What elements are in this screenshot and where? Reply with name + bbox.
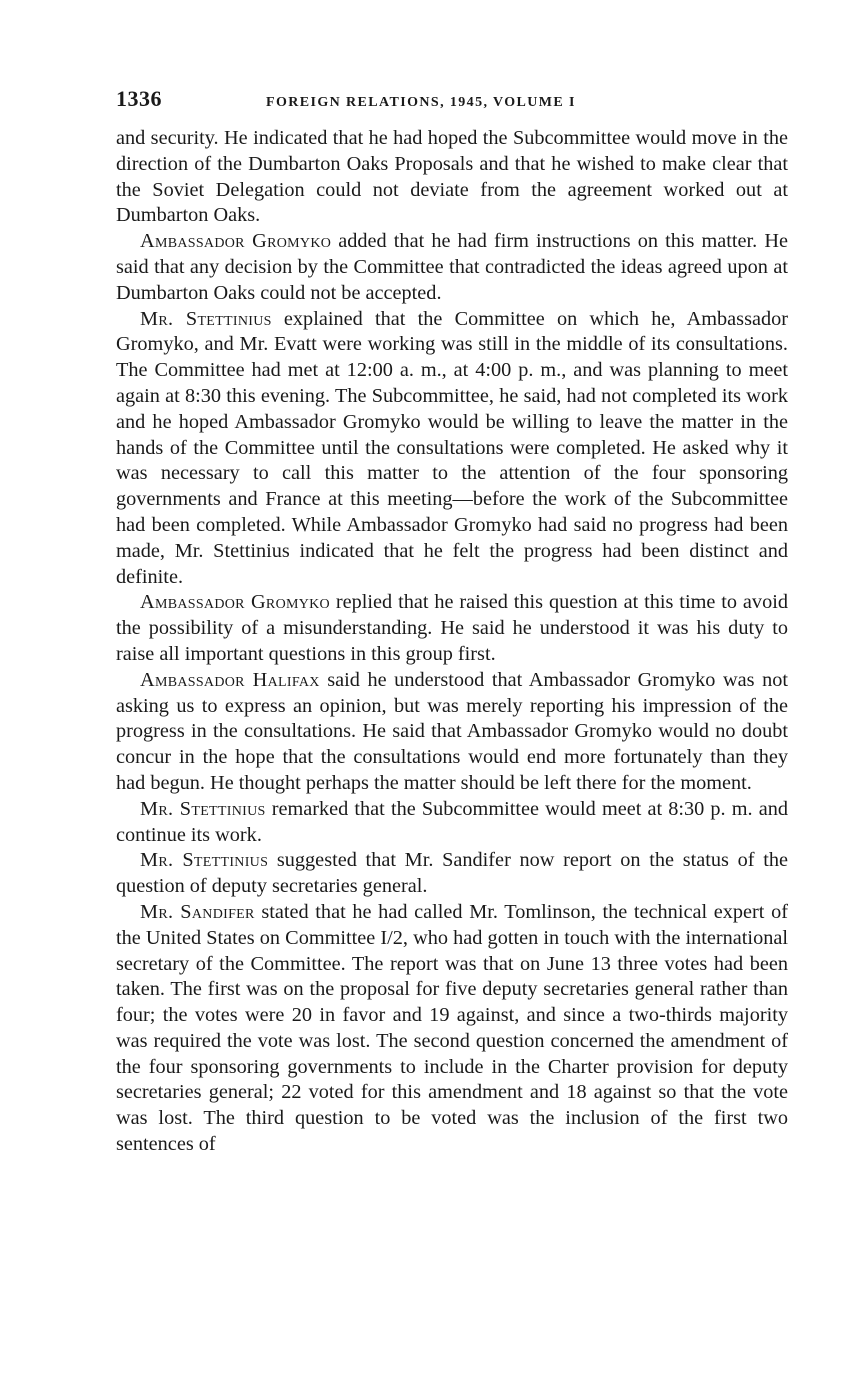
body-text [116,126,788,1158]
page-number: 1336 [116,86,162,111]
paragraph [116,668,788,797]
paragraph [116,590,788,667]
paragraph [116,900,788,1158]
speaker-name: Mr. Stettinius [140,307,272,330]
paragraph [116,848,788,900]
paragraph-text: suggested that Mr. Sandifer now report on the status of the question of deputy secretaries general. [116,849,789,898]
paragraph-text: explained that the Committee on which he, Ambassador Gromyko, and Mr. Evatt were working was still in the middle of its consultations. The Committee had met at 12:00 a. m., at 4:00 p. m., and was planning to meet again at 8:30 this evening. The Subcommittee, he said, had not completed its work and he hoped Ambassador Gromyko would be willing to leave the matter in the hands of the Committee until the consultations were completed. He asked why it was necessary to call this matter to the attention of the four sponsoring governments and France at this meeting—before the work of the Subcommittee had been completed. While Ambassador Gromyko had said no progress had been made, Mr. Stettinius indicated that he felt the progress had been distinct and definite. [116,307,788,588]
speaker-name: Mr. Stettinius [140,849,269,872]
speaker-name: Mr. Sandifer [140,900,255,923]
paragraph-text: remarked that the Subcommittee would meet at 8:30 p. m. and continue its work. [116,797,788,846]
running-head: FOREIGN RELATIONS, 1945, VOLUME I [266,95,576,110]
paragraph [116,126,788,229]
paragraph-text: stated that he had called Mr. Tomlinson, the technical expert of the United States on Committee I/2, who had gotten in touch with the international secretary of the Committee. The report was that on June 13 three votes had been taken. The first was on the proposal for five deputy secretaries general rather than four; the votes were 20 in favor and 19 against, and since a two-thirds majority was required the vote was lost. The second question concerned the amendment of the four sponsoring governments to include in the Charter provision for deputy secretaries general; 22 voted for this amendment and 18 against so that the vote was lost. The third question to be voted was the inclusion of the first two sentences of [116,900,788,1156]
paragraph-text: said he understood that Ambassador Gromyko was not asking us to express an opinion, but was merely reporting his impression of the progress in the consultations. He said that Ambassador Gromyko would no doubt concur in the hope that the consultations would end more fortunately than they had begun. He thought perhaps the matter should be left there for the moment. [116,668,788,794]
speaker-name: Mr. Stettinius [140,797,266,820]
paragraph-text: added that he had firm instructions on this matter. He said that any decision by the Committee that contradicted the ideas agreed upon at Dumbarton Oaks could not be accepted. [116,230,788,304]
speaker-name: Ambassador Gromyko [140,230,332,253]
paragraph-text: and security. He indicated that he had hoped the Subcommittee would move in the direction of the Dumbarton Oaks Proposals and that he wished to make clear that the Soviet Delegation could not deviate from the agreement worked out at Dumbarton Oaks. [116,127,788,227]
speaker-name: Ambassador Halifax [140,668,320,691]
paragraph [116,307,788,591]
paragraph [116,797,788,849]
paragraph [116,229,788,306]
document-page [116,86,788,1158]
paragraph-text: replied that he raised this question at this time to avoid the possibility of a misunderstanding. He said he understood it was his duty to raise all important questions in this group first. [116,591,788,665]
speaker-name: Ambassador Gromyko [140,591,330,614]
page-header [116,86,788,112]
